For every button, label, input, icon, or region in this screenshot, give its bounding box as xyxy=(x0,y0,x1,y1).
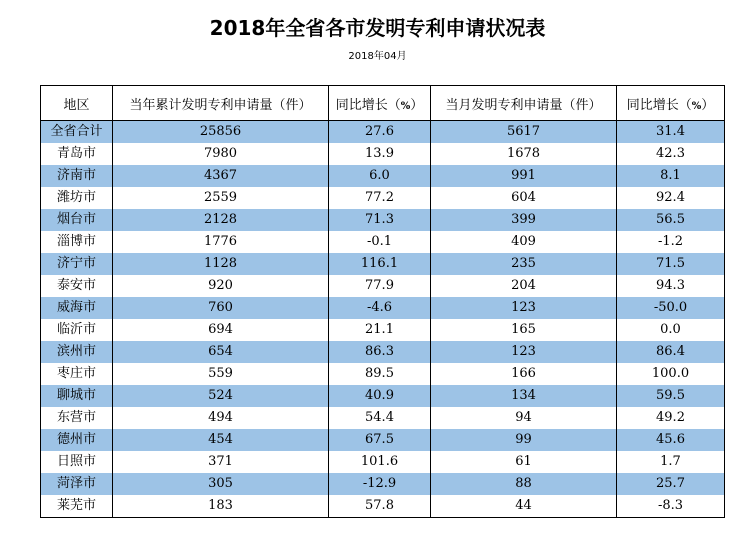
table-row xyxy=(41,297,725,319)
table-row xyxy=(41,341,725,363)
cell-month-growth: 8.1 xyxy=(617,165,725,187)
cell-ytd-growth: 89.5 xyxy=(329,363,431,385)
cell-month-growth: -1.2 xyxy=(617,231,725,253)
cell-month-count: 235 xyxy=(431,253,617,275)
cell-month-growth: 100.0 xyxy=(617,363,725,385)
cell-ytd-count: 694 xyxy=(113,319,329,341)
header-ytd-count: 当年累计发明专利申请量（件） xyxy=(113,86,329,121)
cell-region: 菏泽市 xyxy=(41,473,113,495)
cell-month-growth: 49.2 xyxy=(617,407,725,429)
cell-month-growth: -50.0 xyxy=(617,297,725,319)
cell-ytd-growth: 54.4 xyxy=(329,407,431,429)
cell-ytd-count: 371 xyxy=(113,451,329,473)
cell-month-count: 991 xyxy=(431,165,617,187)
cell-region: 潍坊市 xyxy=(41,187,113,209)
cell-ytd-count: 454 xyxy=(113,429,329,451)
cell-ytd-count: 2128 xyxy=(113,209,329,231)
cell-month-count: 134 xyxy=(431,385,617,407)
header-month-growth xyxy=(617,86,725,121)
cell-month-count: 88 xyxy=(431,473,617,495)
header-month-growth-prefix: 同比增长（ xyxy=(626,97,692,113)
cell-ytd-growth: 40.9 xyxy=(329,385,431,407)
cell-month-count: 165 xyxy=(431,319,617,341)
table-row xyxy=(41,143,725,165)
cell-month-count: 604 xyxy=(431,187,617,209)
cell-ytd-growth: 6.0 xyxy=(329,165,431,187)
cell-ytd-growth: -0.1 xyxy=(329,231,431,253)
cell-ytd-count: 494 xyxy=(113,407,329,429)
cell-ytd-count: 654 xyxy=(113,341,329,363)
cell-month-growth: 25.7 xyxy=(617,473,725,495)
cell-region: 济宁市 xyxy=(41,253,113,275)
cell-ytd-growth: 77.2 xyxy=(329,187,431,209)
table-row xyxy=(41,121,725,144)
cell-ytd-growth: 86.3 xyxy=(329,341,431,363)
table-row xyxy=(41,209,725,231)
cell-region: 全省合计 xyxy=(41,121,113,144)
cell-month-growth: -8.3 xyxy=(617,495,725,518)
cell-region: 威海市 xyxy=(41,297,113,319)
report-date: 2018年04月 xyxy=(348,51,407,62)
cell-region: 东营市 xyxy=(41,407,113,429)
cell-month-count: 123 xyxy=(431,297,617,319)
table-row xyxy=(41,253,725,275)
cell-month-count: 94 xyxy=(431,407,617,429)
cell-month-growth: 31.4 xyxy=(617,121,725,144)
table-row xyxy=(41,363,725,385)
cell-region: 淄博市 xyxy=(41,231,113,253)
cell-month-growth: 94.3 xyxy=(617,275,725,297)
table-row xyxy=(41,187,725,209)
cell-month-growth: 92.4 xyxy=(617,187,725,209)
patent-table xyxy=(40,85,725,518)
cell-ytd-growth: -4.6 xyxy=(329,297,431,319)
cell-ytd-count: 1128 xyxy=(113,253,329,275)
header-ytd-growth-prefix: 同比增长（ xyxy=(335,97,401,113)
cell-month-count: 166 xyxy=(431,363,617,385)
cell-ytd-growth: 21.1 xyxy=(329,319,431,341)
cell-ytd-growth: 116.1 xyxy=(329,253,431,275)
cell-ytd-growth: 77.9 xyxy=(329,275,431,297)
cell-ytd-growth: 71.3 xyxy=(329,209,431,231)
table-row xyxy=(41,407,725,429)
header-ytd-growth xyxy=(329,86,431,121)
cell-ytd-count: 2559 xyxy=(113,187,329,209)
cell-region: 泰安市 xyxy=(41,275,113,297)
cell-month-growth: 0.0 xyxy=(617,319,725,341)
cell-month-growth: 59.5 xyxy=(617,385,725,407)
cell-region: 烟台市 xyxy=(41,209,113,231)
table-row xyxy=(41,231,725,253)
header-ytd-growth-suffix: ） xyxy=(410,97,424,113)
table-row xyxy=(41,473,725,495)
cell-month-count: 399 xyxy=(431,209,617,231)
cell-month-growth: 56.5 xyxy=(617,209,725,231)
table-row xyxy=(41,451,725,473)
cell-ytd-growth: 27.6 xyxy=(329,121,431,144)
cell-month-count: 5617 xyxy=(431,121,617,144)
table-row xyxy=(41,385,725,407)
cell-region: 枣庄市 xyxy=(41,363,113,385)
cell-ytd-count: 7980 xyxy=(113,143,329,165)
header-month-count: 当月发明专利申请量（件） xyxy=(431,86,617,121)
table-row xyxy=(41,165,725,187)
cell-region: 青岛市 xyxy=(41,143,113,165)
cell-ytd-growth: 67.5 xyxy=(329,429,431,451)
cell-month-count: 99 xyxy=(431,429,617,451)
cell-month-count: 204 xyxy=(431,275,617,297)
table-header-row xyxy=(41,86,725,121)
header-month-growth-unit: % xyxy=(691,100,702,112)
cell-ytd-growth: -12.9 xyxy=(329,473,431,495)
table-row xyxy=(41,495,725,518)
cell-ytd-count: 183 xyxy=(113,495,329,518)
cell-month-growth: 42.3 xyxy=(617,143,725,165)
cell-region: 济南市 xyxy=(41,165,113,187)
cell-region: 日照市 xyxy=(41,451,113,473)
cell-region: 滨州市 xyxy=(41,341,113,363)
cell-month-growth: 45.6 xyxy=(617,429,725,451)
cell-region: 德州市 xyxy=(41,429,113,451)
cell-month-growth: 71.5 xyxy=(617,253,725,275)
cell-month-count: 61 xyxy=(431,451,617,473)
cell-ytd-count: 305 xyxy=(113,473,329,495)
page-title: 2018年全省各市发明专利申请状况表 xyxy=(209,16,546,40)
cell-ytd-growth: 13.9 xyxy=(329,143,431,165)
table-body xyxy=(41,121,725,518)
cell-ytd-growth: 57.8 xyxy=(329,495,431,518)
cell-ytd-growth: 101.6 xyxy=(329,451,431,473)
cell-region: 临沂市 xyxy=(41,319,113,341)
cell-region: 莱芜市 xyxy=(41,495,113,518)
cell-month-count: 123 xyxy=(431,341,617,363)
cell-ytd-count: 25856 xyxy=(113,121,329,144)
cell-month-count: 409 xyxy=(431,231,617,253)
cell-month-count: 44 xyxy=(431,495,617,518)
cell-region: 聊城市 xyxy=(41,385,113,407)
header-ytd-growth-unit: % xyxy=(400,100,411,112)
cell-month-growth: 1.7 xyxy=(617,451,725,473)
cell-ytd-count: 559 xyxy=(113,363,329,385)
cell-ytd-count: 1776 xyxy=(113,231,329,253)
table-row xyxy=(41,275,725,297)
cell-month-count: 1678 xyxy=(431,143,617,165)
cell-ytd-count: 760 xyxy=(113,297,329,319)
cell-ytd-count: 4367 xyxy=(113,165,329,187)
cell-month-growth: 86.4 xyxy=(617,341,725,363)
table-row xyxy=(41,429,725,451)
header-region: 地区 xyxy=(41,86,113,121)
header-month-growth-suffix: ） xyxy=(701,97,715,113)
cell-ytd-count: 920 xyxy=(113,275,329,297)
cell-ytd-count: 524 xyxy=(113,385,329,407)
table-row xyxy=(41,319,725,341)
